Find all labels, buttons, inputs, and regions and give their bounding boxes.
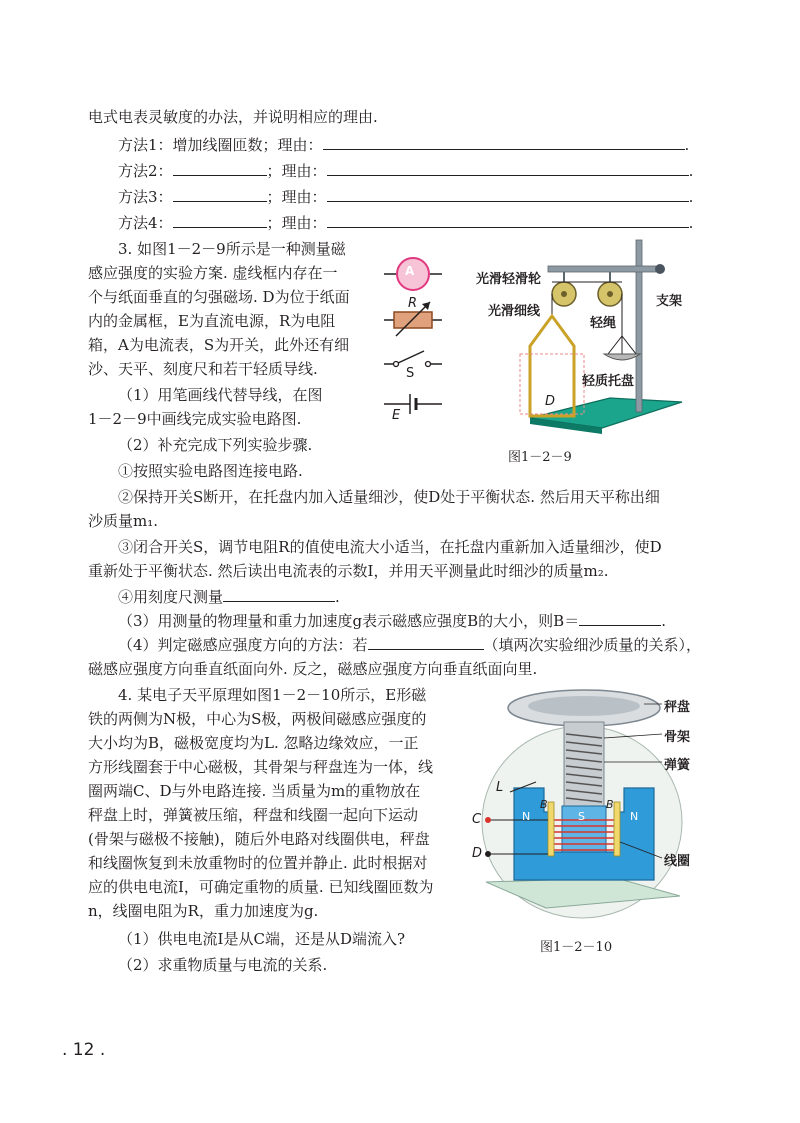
switch-label: S [406,366,415,381]
method-2 [118,160,693,182]
q3-step4 [118,586,340,608]
method-1-label: 方法1：增加线圈匝数；理由： [118,136,323,154]
coil-label: 线圈 [664,854,691,869]
q4-line-3: 大小均为B，磁极宽度均为L. 忽略边缘效应，一正 [88,734,419,752]
q3-part1-a: （1）用笔画线代替导线，在图 [118,386,323,404]
pan-label: 秤盘 [664,700,691,715]
terminal-c-label: C [472,812,482,827]
electronic-balance [466,682,696,930]
page-number: . 12 . [62,1040,106,1060]
q4-line-6: 秤盘上时，弹簧被压缩，秤盘和线圈一起向下运动 [88,806,419,824]
q3-part3-text: （3）用测量的物理量和重力加速度g表示磁感应强度B的大小，则B＝ [118,612,580,630]
q3-line-1: 3. 如图1－2－9所示是一种测量磁 [118,240,346,258]
method-3-label: 方法3： [118,188,173,206]
pulley-label: 光滑轻滑轮 [476,272,542,287]
q4-line-4: 方形线圈套于中心磁极，其骨架与秤盘连为一体，线 [88,758,434,776]
q3-line-4: 内的金属框，E为直流电源，R为电阻 [88,312,336,330]
q3-step2-b: 沙质量m₁. [88,512,159,530]
method-4-blank[interactable] [173,212,267,228]
resistor-label: R [408,296,418,311]
q4-line-7: (骨架与磁极不接触)，随后外电路对线圈供电，秤盘 [88,830,430,848]
spring-label: 弹簧 [664,758,691,773]
crossbar [548,266,656,272]
north-pole-right-label: N [630,810,639,823]
q4-line-1: 4. 某电子天平原理如图1－2－10所示，E形磁 [118,686,427,704]
method-3-reason-blank[interactable] [327,186,689,202]
q4-part2: （2）求重物质量与电流的关系. [118,956,328,974]
q4-line-5: 圈两端C、D与外电路连接. 当质量为m的重物放在 [88,782,421,800]
north-pole-left-label: N [522,810,531,823]
method-2-label: 方法2： [118,162,173,180]
circuit-symbols [380,252,450,432]
q3-part4-note: （填两次实验细沙质量的关系）， [483,636,702,654]
q4-part1: （1）供电电流I是从C端，还是从D端流入? [118,930,406,948]
method-3-blank[interactable] [173,186,267,202]
method-4-reason-blank[interactable] [327,212,689,228]
method-2-blank[interactable] [173,160,267,176]
q3-step2-a: ②保持开关S断开，在托盘内加入适量细沙，使D处于平衡状态. 然后用天平称出细 [118,488,660,506]
q3-step1: ①按照实验电路图连接电路. [118,462,303,480]
frame-d-label: D [545,394,556,409]
width-l-label: L [496,780,504,795]
q3-step4-end: . [335,588,340,606]
q3-line-5: 箱，A为电流表，S为开关，此外还有细 [88,336,350,354]
q3-part4-blank[interactable] [368,634,484,650]
method-3-end: . [688,188,694,206]
field-b-left-label: B [540,798,548,811]
method-4-reason-label: ；理由： [266,214,327,232]
q3-line-3: 个与纸面垂直的匀强磁场. D为位于纸面 [88,288,350,306]
q3-step4-blank[interactable] [223,586,335,602]
q4-line-8: 和线圈恢复到未放重物时的位置并静止. 此时根据对 [88,854,428,872]
method-1-reason-blank[interactable] [323,134,685,150]
south-pole-label: S [578,810,585,823]
q3-part4-a [118,634,701,656]
method-1-end: . [684,136,690,154]
method-1 [118,134,689,156]
intro-line: 电式电表灵敏度的办法，并说明相应的理由. [88,108,378,126]
switch-symbol [398,351,424,363]
terminal-d-label: D [472,846,483,861]
method-2-reason-blank[interactable] [327,160,689,176]
q3-part3-blank[interactable] [579,610,661,626]
q3-part3 [118,610,666,632]
q3-line-2: 感应强度的实验方案. 虚线框内存在一 [88,264,338,282]
tray-label: 轻质托盘 [582,374,635,389]
figure-9-caption: 图1－2－9 [508,450,572,465]
stand-label: 支架 [656,294,683,309]
frame-label: 骨架 [664,730,691,745]
q3-line-6: 沙、天平、刻度尺和若干轻质导线. [88,360,318,378]
battery-label: E [392,408,401,423]
field-b-right-label: B [606,798,614,811]
q3-part2: （2）补充完成下列实验步骤. [118,436,313,454]
q3-part1-b: 1－2－9中画线完成实验电路图. [88,410,302,428]
figure-10-caption: 图1－2－10 [540,940,613,955]
q3-part4-text: （4）判定磁感应强度方向的方法：若 [118,636,368,654]
q3-step3-a: ③闭合开关S，调节电阻R的值使电流大小适当，在托盘内重新加入适量细沙，使D [118,538,662,556]
q3-step3-b: 重新处于平衡状态. 然后读出电流表的示数I，并用天平测量此时细沙的质量m₂. [88,562,609,580]
method-4 [118,212,693,234]
method-2-reason-label: ；理由： [266,162,327,180]
balance-apparatus [470,236,690,436]
method-3-reason-label: ；理由： [266,188,327,206]
rope-label: 轻绳 [590,316,617,331]
method-4-label: 方法4： [118,214,173,232]
method-3 [118,186,693,208]
q3-part4-b: 磁感应强度方向垂直纸面向外. 反之，磁感应强度方向垂直纸面向里. [88,660,538,678]
q3-part3-end: . [661,612,666,630]
thread-label: 光滑细线 [488,304,541,319]
method-2-end: . [688,162,694,180]
q4-line-10: n，线圈电阻为R，重力加速度为g. [88,902,319,920]
q4-line-2: 铁的两侧为N极，中心为S极，两极间磁感应强度的 [88,710,427,728]
light-tray [604,354,640,360]
q3-step4-text: ④用刻度尺测量 [118,588,224,606]
q4-line-9: 应的供电电流I，可确定重物的质量. 已知线圈匝数为 [88,878,434,896]
method-4-end: . [688,214,694,232]
ammeter-label: A [405,264,415,278]
